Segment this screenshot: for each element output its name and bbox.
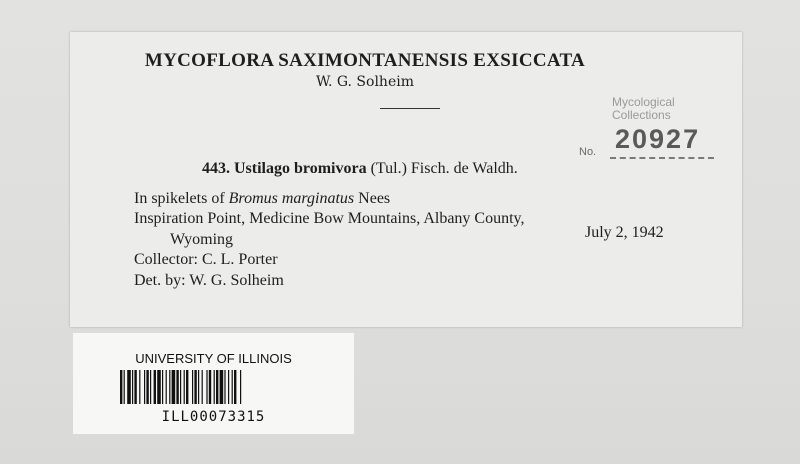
specimen-number: 443.: [202, 160, 230, 177]
barcode-icon: [120, 370, 308, 404]
locality-line-2: Wyoming: [170, 231, 234, 248]
host-prefix: In spikelets of: [134, 190, 229, 207]
divider: [380, 108, 440, 109]
species-authority: (Tul.) Fisch. de Waldh.: [370, 160, 518, 177]
species-name: Ustilago bromivora: [234, 160, 367, 177]
label-author: W. G. Solheim: [316, 74, 414, 90]
host-suffix: Nees: [354, 190, 391, 207]
determiner-line: Det. by: W. G. Solheim: [134, 272, 284, 289]
collection-date: July 2, 1942: [585, 224, 664, 241]
label-title: MYCOFLORA SAXIMONTANENSIS EXSICCATA: [144, 50, 586, 71]
barcode-label: [73, 333, 354, 434]
collector-line: Collector: C. L. Porter: [134, 251, 278, 268]
locality-line-1: Inspiration Point, Medicine Bow Mountains, Albany County,: [134, 210, 525, 227]
stamp-line-2: Collections: [612, 108, 671, 122]
institution-name: UNIVERSITY OF ILLINOIS: [135, 351, 292, 366]
host-line: [134, 190, 390, 208]
host-name: Bromus marginatus: [228, 190, 355, 207]
species-line: [202, 160, 518, 178]
collection-stamp: [612, 96, 702, 122]
stamp-line-1: Mycological: [612, 95, 675, 109]
stamp-no-label: No.: [579, 146, 597, 158]
stamp-dashed-line: [610, 157, 714, 159]
stamp-number: 20927: [615, 124, 701, 154]
barcode-number: ILL00073315: [161, 409, 266, 425]
